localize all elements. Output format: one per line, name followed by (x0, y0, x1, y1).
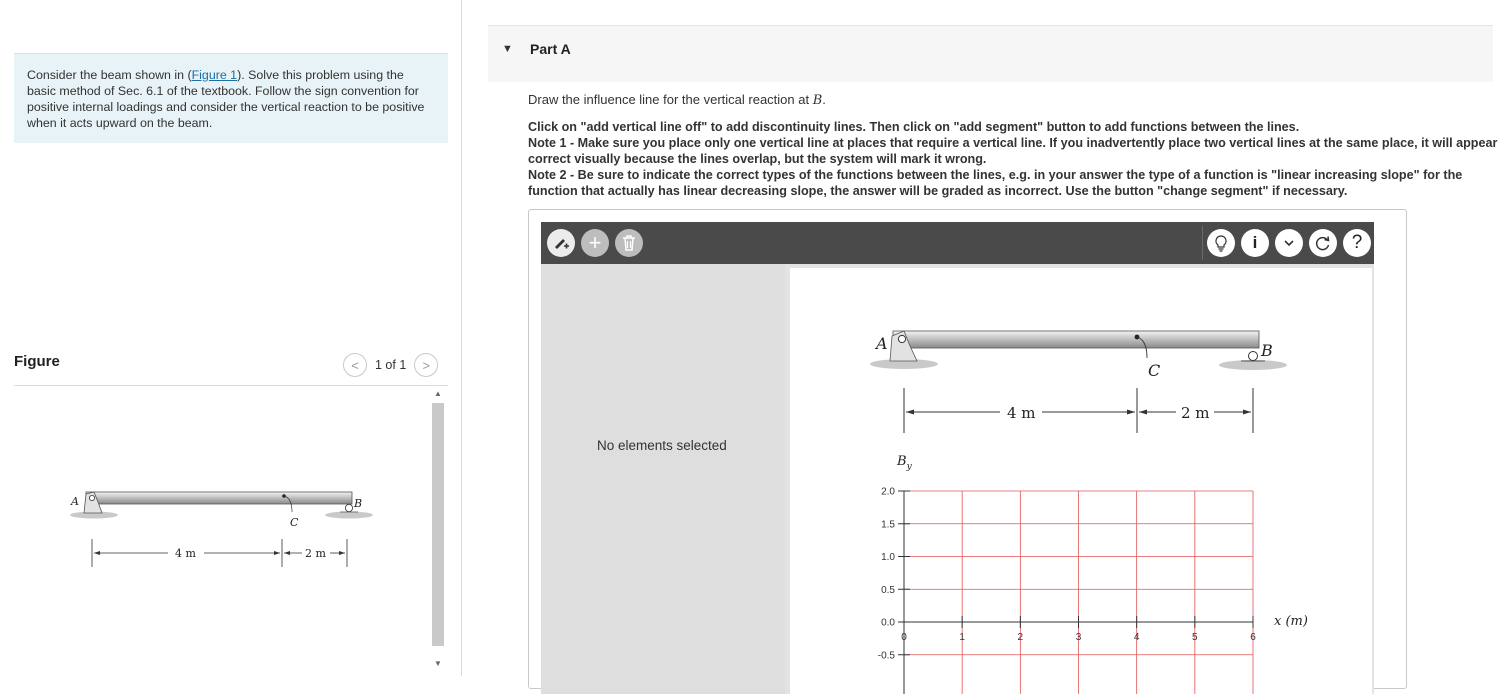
drawing-toolbar (541, 222, 1374, 264)
chevron-down-icon (1283, 238, 1295, 248)
drawing-tool (528, 209, 1407, 689)
drawing-canvas[interactable] (790, 268, 1372, 694)
scrollbar-thumb[interactable] (432, 403, 444, 646)
x-tick-label: 5 (1192, 632, 1198, 643)
y-tick-label: 1.0 (881, 552, 895, 563)
panel-divider (461, 0, 462, 676)
y-tick-label: 0.0 (881, 617, 895, 629)
prompt-text: Draw the influence line for the vertical reaction at (528, 92, 813, 107)
y-tick-label: 0.5 (881, 584, 895, 596)
beam (86, 492, 352, 504)
properties-panel (541, 264, 785, 694)
add-vertical-line-icon (552, 234, 570, 252)
figure-page-count: 1 of 1 (375, 358, 407, 372)
dimension-2m: 2 m (305, 547, 326, 560)
toolbar-separator (1202, 226, 1203, 260)
figure-pager (343, 353, 438, 377)
y-axis-label: $B_y$ (897, 454, 912, 472)
roller-support-b (1249, 352, 1258, 361)
label-c: C (1148, 361, 1161, 380)
label-b: B (354, 497, 363, 510)
figure-title: Figure (14, 353, 60, 370)
label-b: B (1261, 341, 1273, 360)
dimension-2m: 2 m (1181, 404, 1210, 422)
collapse-triangle-icon[interactable]: ▼ (502, 43, 513, 55)
x-tick-label: 4 (1133, 632, 1140, 643)
label-a: A (71, 495, 79, 508)
x-tick-label: 6 (1250, 632, 1256, 643)
influence-line-plot[interactable] (790, 268, 1372, 694)
label-c: C (290, 516, 299, 529)
hint-button[interactable] (1207, 229, 1235, 257)
dimension-4m: 4 m (175, 547, 196, 560)
ground-b (325, 512, 373, 519)
y-tick-label: 2.0 (881, 486, 895, 498)
dimension-4m: 4 m (1007, 404, 1036, 422)
figure-link[interactable]: Figure 1 (191, 68, 238, 82)
add-segment-icon: + (588, 230, 602, 255)
part-header[interactable] (488, 25, 1493, 82)
delete-button[interactable] (615, 229, 643, 257)
intro-text-pre: Consider the beam shown in ( (27, 68, 192, 82)
scroll-down-icon[interactable]: ▼ (434, 659, 442, 668)
delete-icon (622, 235, 636, 251)
scroll-up-icon[interactable]: ▲ (434, 389, 442, 398)
reset-button[interactable] (1309, 229, 1337, 257)
instruction-note-1: Note 1 - Make sure you place only one vertical line at places that require a vertical line. If you inadvertently place two vertical lines at the same place, it will appear correct visually because the lines overlap, but the system will mark it wrong. (528, 136, 1498, 166)
part-label: Part A (530, 41, 571, 57)
previous-figure-button[interactable]: < (343, 353, 367, 377)
drawing-canvas-frame (785, 264, 1374, 694)
x-tick-label: 0 (901, 632, 907, 643)
prompt-end: . (822, 92, 826, 107)
next-figure-button[interactable]: > (414, 353, 438, 377)
x-tick-label: 1 (959, 632, 965, 643)
info-button[interactable] (1241, 229, 1269, 257)
y-tick-label: 1.5 (881, 519, 895, 531)
add-segment-button[interactable] (581, 229, 609, 257)
figure-scrollbar[interactable] (431, 387, 445, 676)
reset-icon (1314, 234, 1332, 252)
x-tick-label: 2 (1017, 632, 1024, 643)
prompt-variable: B (812, 93, 823, 108)
help-icon: ? (1351, 232, 1363, 253)
beam-figure (14, 386, 428, 676)
y-tick-label: -0.5 (877, 650, 895, 662)
selection-status: No elements selected (597, 438, 727, 453)
problem-statement (14, 53, 448, 143)
instruction-line-1: Click on "add vertical line off" to add discontinuity lines. Then click on "add segment" button to add functions between the lines. (528, 120, 1300, 134)
info-icon: i (1252, 233, 1258, 252)
x-axis-label: x (m) (1274, 614, 1308, 629)
roller-support-b (345, 504, 352, 511)
intro-text-post: ). Solve this problem using the basic method of Sec. 6.1 of the textbook. Follow the sign convention for positive internal loadings and consider the vertical reaction to be positive when it acts upward on the beam. (27, 68, 425, 130)
beam (893, 331, 1259, 348)
label-a: A (876, 334, 888, 353)
problem-panel (0, 0, 462, 676)
instructions (528, 119, 1498, 199)
question-prompt (528, 92, 826, 108)
hint-lightbulb-icon (1213, 234, 1229, 252)
add-vertical-line-button[interactable] (547, 229, 575, 257)
help-button[interactable] (1343, 229, 1371, 257)
more-button[interactable] (1275, 229, 1303, 257)
instruction-note-2: Note 2 - Be sure to indicate the correct types of the functions between the lines, e.g. in your answer the type of a function is "linear increasing slope" for the function that actually has linear decreasing slope, the answer will be graded as incorrect. Use the button "change segment" if necessary. (528, 168, 1463, 198)
x-tick-label: 3 (1075, 632, 1082, 643)
